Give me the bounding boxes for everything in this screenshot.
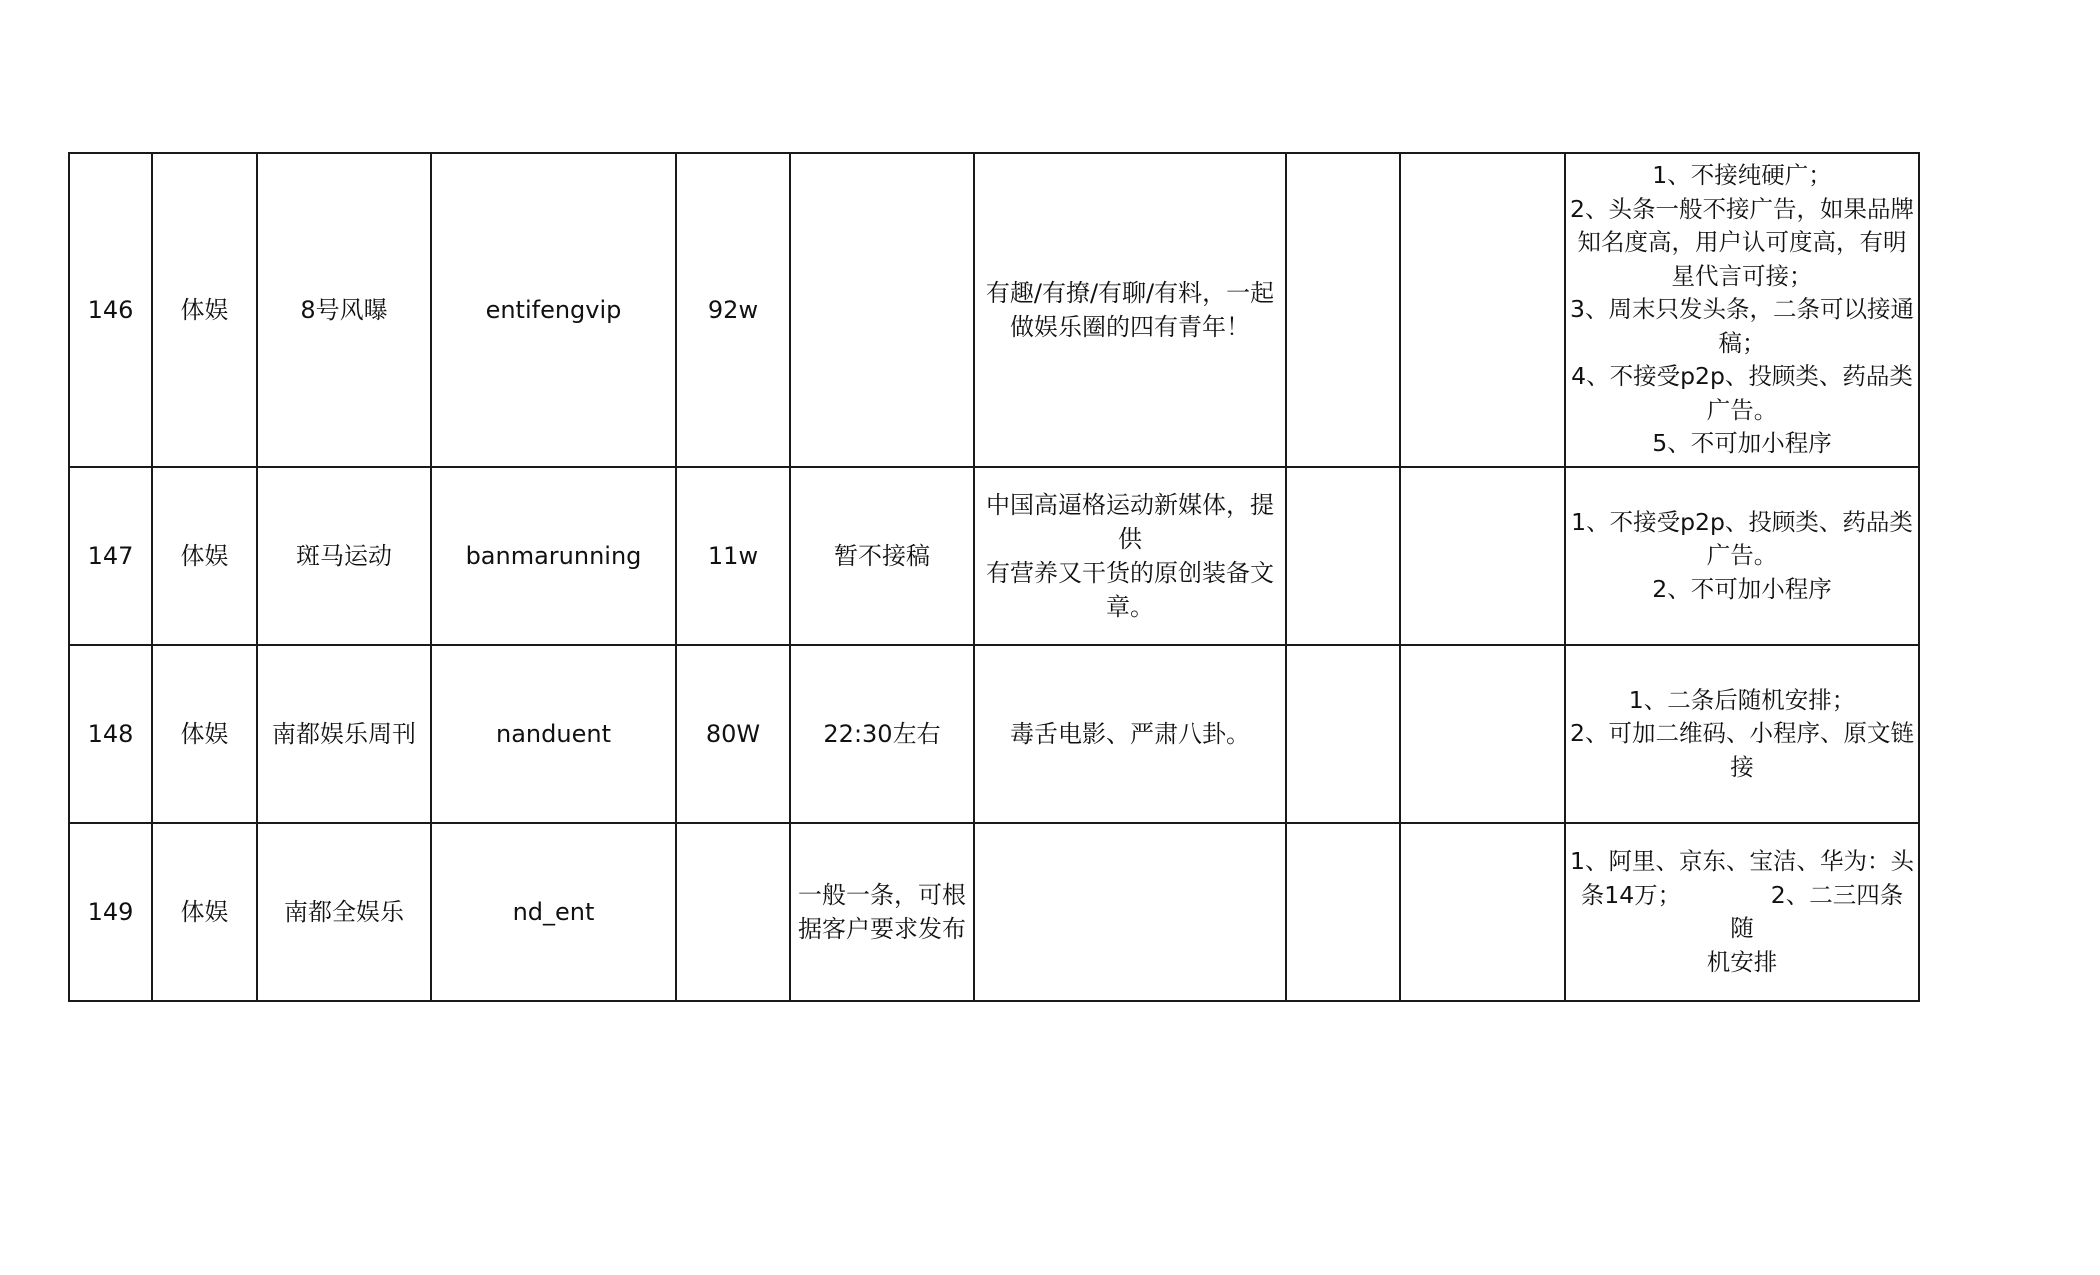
note-line: 4、不接受p2p、投顾类、药品类 <box>1571 362 1913 391</box>
note-line: 广告。 <box>1706 395 1778 424</box>
time-line: 据客户要求发布 <box>798 915 966 943</box>
note-line: 1、阿里、京东、宝洁、华为：头 <box>1570 847 1914 875</box>
intro-cell <box>974 823 1286 1001</box>
fans-cell: 92w <box>676 153 790 467</box>
fans-cell: 80W <box>676 645 790 823</box>
category-cell: 体娱 <box>152 153 257 467</box>
account-name-cell: 南都娱乐周刊 <box>257 645 431 823</box>
note-line: 机安排 <box>1706 947 1778 976</box>
note-line: 星代言可接； <box>1671 261 1813 290</box>
intro-line: 有营养又干货的原创装备文 <box>986 559 1274 587</box>
note-line: 2、不可加小程序 <box>1652 574 1832 603</box>
account-name-cell: 8号风曝 <box>257 153 431 467</box>
row-number: 147 <box>69 467 152 645</box>
publish-time-cell <box>790 645 974 823</box>
intro-line: 章。 <box>1106 593 1154 621</box>
empty-cell <box>1286 645 1400 823</box>
account-name-cell: 斑马运动 <box>257 467 431 645</box>
table-row <box>69 467 1919 645</box>
account-id-cell: nanduent <box>431 645 676 823</box>
row-number: 149 <box>69 823 152 1001</box>
empty-cell <box>1286 467 1400 645</box>
account-id-cell: banmarunning <box>431 467 676 645</box>
account-name-cell: 南都全娱乐 <box>257 823 431 1001</box>
intro-line: 毒舌电影、严肃八卦。 <box>1010 720 1250 748</box>
note-line: 2、可加二维码、小程序、原文链 <box>1570 719 1914 748</box>
notes-cell <box>1565 823 1919 1001</box>
notes-cell <box>1565 645 1919 823</box>
account-id-cell: nd_ent <box>431 823 676 1001</box>
row-number: 148 <box>69 645 152 823</box>
table-row <box>69 153 1919 467</box>
note-line: 接 <box>1730 752 1754 781</box>
fans-cell <box>676 823 790 1001</box>
empty-cell <box>1400 645 1565 823</box>
intro-line: 做娱乐圈的四有青年！ <box>1010 313 1250 341</box>
time-line: 22:30左右 <box>823 720 941 748</box>
intro-cell <box>974 467 1286 645</box>
note-line: 1、二条后随机安排； <box>1628 685 1856 714</box>
intro-line: 有趣/有撩/有聊/有料，一起 <box>985 279 1275 307</box>
account-id-cell: entifengvip <box>431 153 676 467</box>
intro-cell <box>974 153 1286 467</box>
media-table <box>68 152 1920 1002</box>
note-line: 条14万； 2、二三四条随 <box>1580 880 1904 942</box>
category-cell: 体娱 <box>152 467 257 645</box>
note-line: 5、不可加小程序 <box>1652 429 1832 458</box>
notes-cell <box>1565 467 1919 645</box>
time-line: 暂不接稿 <box>834 542 930 570</box>
table-row <box>69 823 1919 1001</box>
empty-cell <box>1400 823 1565 1001</box>
category-cell: 体娱 <box>152 645 257 823</box>
row-number: 146 <box>69 153 152 467</box>
empty-cell <box>1400 153 1565 467</box>
note-line: 1、不接纯硬广； <box>1652 161 1832 190</box>
category-cell: 体娱 <box>152 823 257 1001</box>
empty-cell <box>1286 153 1400 467</box>
time-line: 一般一条，可根 <box>798 881 966 909</box>
note-line: 知名度高，用户认可度高，有明 <box>1577 228 1907 257</box>
notes-cell <box>1565 153 1919 467</box>
intro-cell <box>974 645 1286 823</box>
table-row <box>69 645 1919 823</box>
note-line: 3、周末只发头条，二条可以接通 <box>1570 295 1914 324</box>
intro-line: 中国高逼格运动新媒体，提供 <box>986 491 1274 553</box>
empty-cell <box>1286 823 1400 1001</box>
note-line: 2、头条一般不接广告，如果品牌 <box>1570 194 1914 223</box>
note-line: 稿； <box>1718 328 1766 357</box>
publish-time-cell <box>790 467 974 645</box>
empty-cell <box>1400 467 1565 645</box>
fans-cell: 11w <box>676 467 790 645</box>
note-line: 广告。 <box>1706 541 1778 570</box>
note-line: 1、不接受p2p、投顾类、药品类 <box>1571 507 1913 536</box>
publish-time-cell <box>790 153 974 467</box>
publish-time-cell <box>790 823 974 1001</box>
